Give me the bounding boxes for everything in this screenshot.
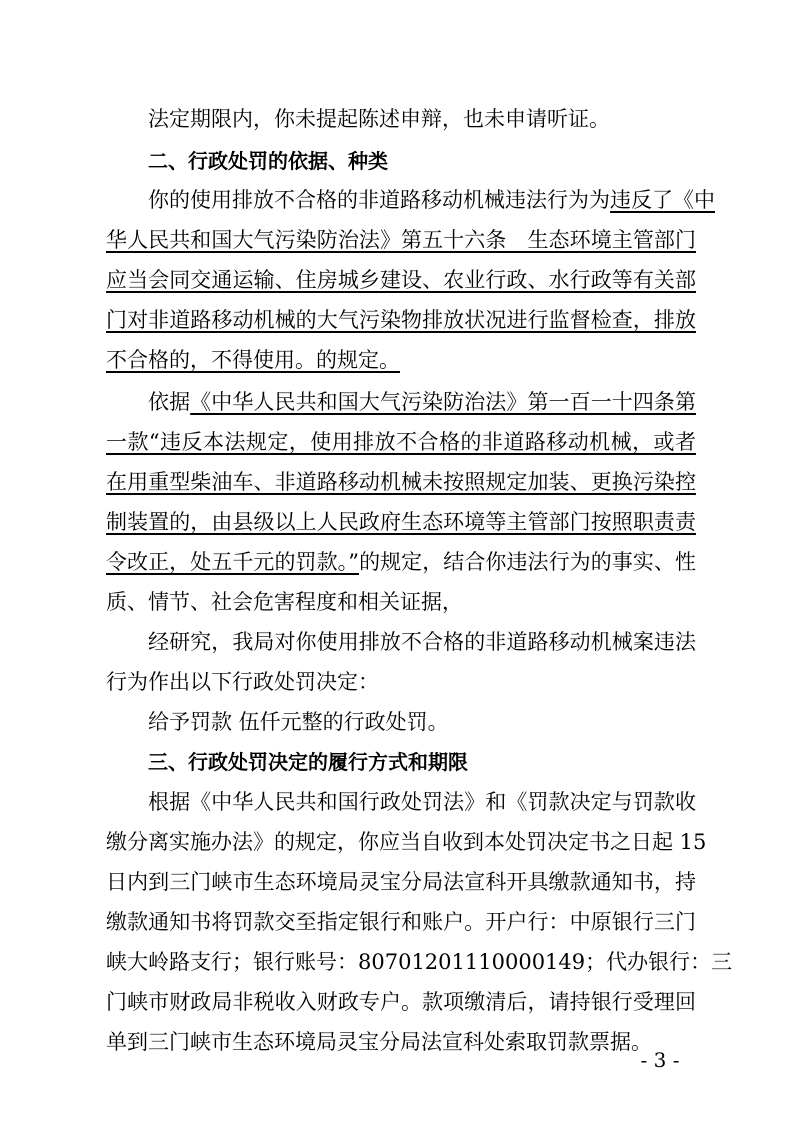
underlined-text-run: 不合格的，不得使用。的规定。 [106, 348, 400, 372]
text-run: 依据 [148, 390, 191, 414]
paragraph-line [106, 944, 733, 980]
text-run: 三、行政处罚决定的履行方式和期限 [148, 750, 468, 774]
underlined-text-run: 应当会同交通运输、住房城乡建设、农业行政、水行政等有关部 [106, 268, 696, 292]
underlined-text-run: 《中华人民共和国大气污染防治法》第一百一十四条第 [190, 390, 697, 414]
section-heading [148, 143, 696, 179]
section-heading [148, 744, 696, 780]
underlined-text-run: 制装置的，由县级以上人民政府生态环境等主管部门按照职责责 [106, 510, 696, 534]
underlined-text-run: 门对非道路移动机械的大气污染物排放状况进行监督检查，排放 [106, 308, 696, 332]
text-run: 二、行政处罚的依据、种类 [148, 149, 388, 173]
paragraph-line [148, 704, 696, 740]
text-run: 门峡市财政局非税收入财政专户。款项缴清后，请持银行受理回 [106, 990, 696, 1014]
paragraph-line [106, 824, 707, 860]
paragraph-line [106, 864, 696, 900]
text-run: 行为作出以下行政处罚决定： [106, 670, 379, 694]
paragraph-line [106, 904, 696, 940]
paragraph-line [106, 424, 696, 460]
text-run: 你的使用排放不合格的非道路移动机械违法行为为 [148, 188, 610, 212]
underlined-text-run: 华人民共和国大气污染防治法》第五十六条 生态环境主管部门 [106, 228, 696, 252]
underlined-text-run: 在用重型柴油车、非道路移动机械未按照规定加装、更换污染控 [106, 470, 696, 494]
text-run: 给予罚款 伍仟元整的行政处罚。 [148, 710, 449, 734]
paragraph-line [148, 624, 696, 660]
text-run: 质、情节、社会危害程度和相关证据， [106, 590, 463, 614]
text-run: 缴款通知书将罚款交至指定银行和账户。开户行：中原银行三门 [106, 910, 696, 934]
paragraph-line [148, 182, 715, 218]
paragraph-line [148, 784, 696, 820]
paragraph-line [106, 464, 696, 500]
paragraph-line [106, 302, 696, 338]
underlined-text-run: 令改正，处五千元的罚款。” [106, 550, 359, 574]
text-run: 日内到三门峡市生态环境局灵宝分局法宣科开具缴款通知书，持 [106, 870, 696, 894]
page-number: - 3 - [640, 1048, 680, 1072]
paragraph-line [106, 504, 696, 540]
underlined-text-run: 违反了《中 [610, 188, 715, 212]
paragraph-line [106, 1024, 696, 1060]
underlined-text-run: 一款“违反本法规定，使用排放不合格的非道路移动机械，或者 [106, 430, 696, 454]
paragraph-line [106, 664, 696, 700]
text-run: 峡大岭路支行；银行账号：80701201110000149；代办银行：三 [106, 950, 733, 974]
text-run: 经研究，我局对你使用排放不合格的非道路移动机械案违法 [148, 630, 696, 654]
paragraph-line [106, 222, 696, 258]
paragraph-line [106, 544, 696, 580]
text-run: 法定期限内，你未提起陈述申辩，也未申请听证。 [148, 107, 610, 131]
text-run: 单到三门峡市生态环境局灵宝分局法宣科处索取罚款票据。 [106, 1030, 652, 1054]
paragraph-line [106, 262, 696, 298]
paragraph-line [148, 384, 696, 420]
text-run: 的规定，结合你违法行为的事实、性 [359, 550, 696, 574]
paragraph-line [106, 342, 696, 378]
paragraph-line [106, 584, 696, 620]
text-run: 根据《中华人民共和国行政处罚法》和《罚款决定与罚款收 [148, 790, 696, 814]
paragraph-line [148, 101, 696, 137]
paragraph-line [106, 984, 696, 1020]
text-run: 缴分离实施办法》的规定，你应当自收到本处罚决定书之日起 15 [106, 830, 707, 854]
